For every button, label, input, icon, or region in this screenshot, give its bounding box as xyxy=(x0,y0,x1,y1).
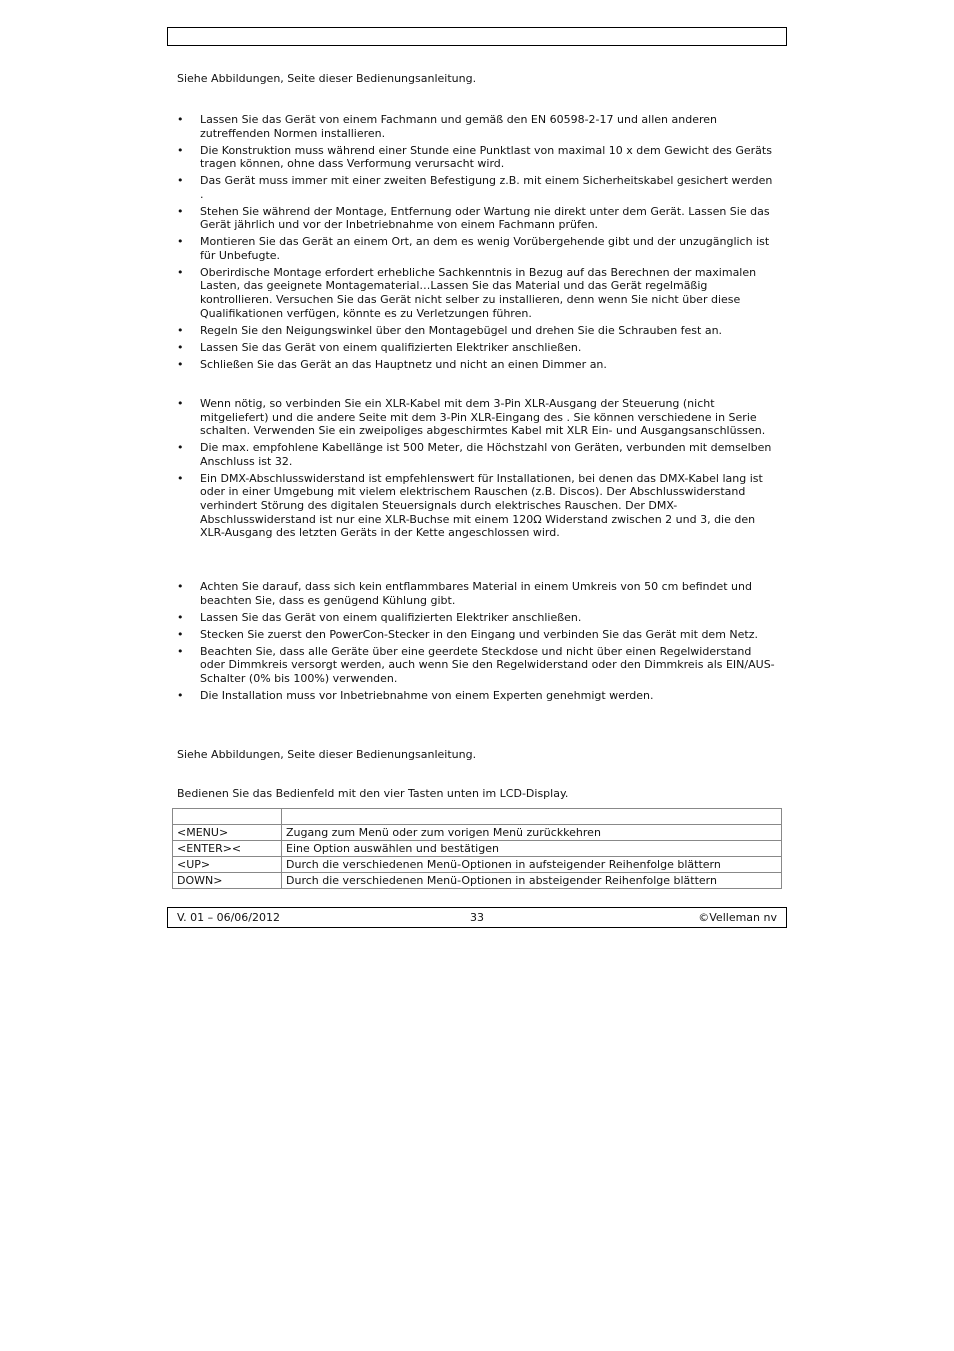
intro-see-figures: Siehe Abbildungen, Seite dieser Bedienungsanleitung. xyxy=(177,72,477,85)
list-item: • Montieren Sie das Gerät an einem Ort, an dem es wenig Vorübergehende gibt und der unzugänglich ist für Unbefugte. xyxy=(177,235,779,262)
list-item: • Lassen Sie das Gerät von einem qualifizierten Elektriker anschließen. xyxy=(177,611,779,625)
table-row xyxy=(173,841,782,857)
page-header-box xyxy=(167,27,787,46)
list-item: • Das Gerät muss immer mit einer zweiten Befestigung z.B. mit einem Sicherheitskabel gesichert werden . xyxy=(177,174,779,201)
list-item: • Stehen Sie während der Montage, Entfernung oder Wartung nie direkt unter dem Gerät. Lassen Sie das Gerät jährlich und vor der Inbetriebnahme von einem Fachmann prüfen. xyxy=(177,205,779,232)
table-header-cell xyxy=(173,809,282,825)
key-description: Durch die verschiedenen Menü-Optionen in absteigender Reihenfolge blättern xyxy=(282,873,782,889)
table-row xyxy=(173,873,782,889)
page-footer xyxy=(167,907,787,928)
list-item: • Die Installation muss vor Inbetriebnahme von einem Experten genehmigt werden. xyxy=(177,689,779,703)
table-header-cell xyxy=(282,809,782,825)
list-item: • Schließen Sie das Gerät an das Hauptnetz und nicht an einen Dimmer an. xyxy=(177,358,779,372)
list-item: • Die Konstruktion muss während einer Stunde eine Punktlast von maximal 10 x dem Gewicht des Geräts tragen können, ohne dass Verformung verursacht wird. xyxy=(177,144,779,171)
footer-copyright: ©Velleman nv xyxy=(698,911,777,924)
key-name: DOWN> xyxy=(173,873,282,889)
list-item: • Stecken Sie zuerst den PowerCon-Stecker in den Eingang und verbinden Sie das Gerät mit dem Netz. xyxy=(177,628,779,642)
footer-page-number: 33 xyxy=(470,911,484,924)
table-row xyxy=(173,857,782,873)
dmx-list xyxy=(177,397,779,543)
list-item: • Achten Sie darauf, dass sich kein entflammbares Material in einem Umkreis von 50 cm befindet und beachten Sie, dass es genügend Kühlung gibt. xyxy=(177,580,779,607)
power-list xyxy=(177,580,779,706)
list-item: • Lassen Sie das Gerät von einem qualifizierten Elektriker anschließen. xyxy=(177,341,779,355)
control-panel-intro: Bedienen Sie das Bedienfeld mit den vier Tasten unten im LCD-Display. xyxy=(177,787,569,800)
list-item: • Wenn nötig, so verbinden Sie ein XLR-Kabel mit dem 3-Pin XLR-Ausgang der Steuerung (nicht mitgeliefert) und die andere Seite mit dem 3-Pin XLR-Eingang des . Sie können verschiedene in Serie schalten. Verwenden Sie ein zweipoliges abgeschirmtes Kabel mit XLR Ein- und Ausgangsanschlüssen. xyxy=(177,397,779,438)
list-item: • Lassen Sie das Gerät von einem Fachmann und gemäß den EN 60598-2-17 und allen anderen zutreffenden Normen installieren. xyxy=(177,113,779,140)
key-name: <MENU> xyxy=(173,825,282,841)
key-description: Zugang zum Menü oder zum vorigen Menü zurückkehren xyxy=(282,825,782,841)
list-item: • Regeln Sie den Neigungswinkel über den Montagebügel und drehen Sie die Schrauben fest an. xyxy=(177,324,779,338)
table-header-row xyxy=(173,809,782,825)
list-item: • Ein DMX-Abschlusswiderstand ist empfehlenswert für Installationen, bei denen das DMX-Kabel lang ist oder in einer Umgebung mit vielem elektrischem Rauschen (z.B. Discos). Der Abschlusswiderstand verhindert Störung des digitalen Steuersignals durch elektrisches Rauschen. Der DMX-Abschlusswiderstand ist nur eine XLR-Buchse mit einem 120Ω Widerstand zwischen 2 und 3, die den XLR-Ausgang des letzten Geräts in der Kette angeschlossen wird. xyxy=(177,472,779,540)
key-description: Eine Option auswählen und bestätigen xyxy=(282,841,782,857)
key-table xyxy=(172,808,782,889)
key-name: <UP> xyxy=(173,857,282,873)
list-item: • Beachten Sie, dass alle Geräte über eine geerdete Steckdose und nicht über einen Regelwiderstand oder Dimmkreis versorgt werden, auch wenn Sie den Regelwiderstand oder den Dimmkreis als EIN/AUS-Schalter (0% bis 100%) verwenden. xyxy=(177,645,779,686)
footer-version: V. 01 – 06/06/2012 xyxy=(177,911,280,924)
table-row xyxy=(173,825,782,841)
key-description: Durch die verschiedenen Menü-Optionen in aufsteigender Reihenfolge blättern xyxy=(282,857,782,873)
key-name: <ENTER>< xyxy=(173,841,282,857)
operation-see-figures: Siehe Abbildungen, Seite dieser Bedienungsanleitung. xyxy=(177,748,477,761)
mounting-list xyxy=(177,113,779,375)
list-item: • Oberirdische Montage erfordert erhebliche Sachkenntnis in Bezug auf das Berechnen der maximalen Lasten, das geeignete Montagematerial…Lassen Sie das Material und das Gerät regelmäßig kontrollieren. Versuchen Sie das Gerät nicht selber zu installieren, denn wenn Sie nicht über diese Qualifikationen verfügen, könnte es zu Verletzungen führen. xyxy=(177,266,779,320)
list-item: • Die max. empfohlene Kabellänge ist 500 Meter, die Höchstzahl von Geräten, verbunden mit demselben Anschluss ist 32. xyxy=(177,441,779,468)
